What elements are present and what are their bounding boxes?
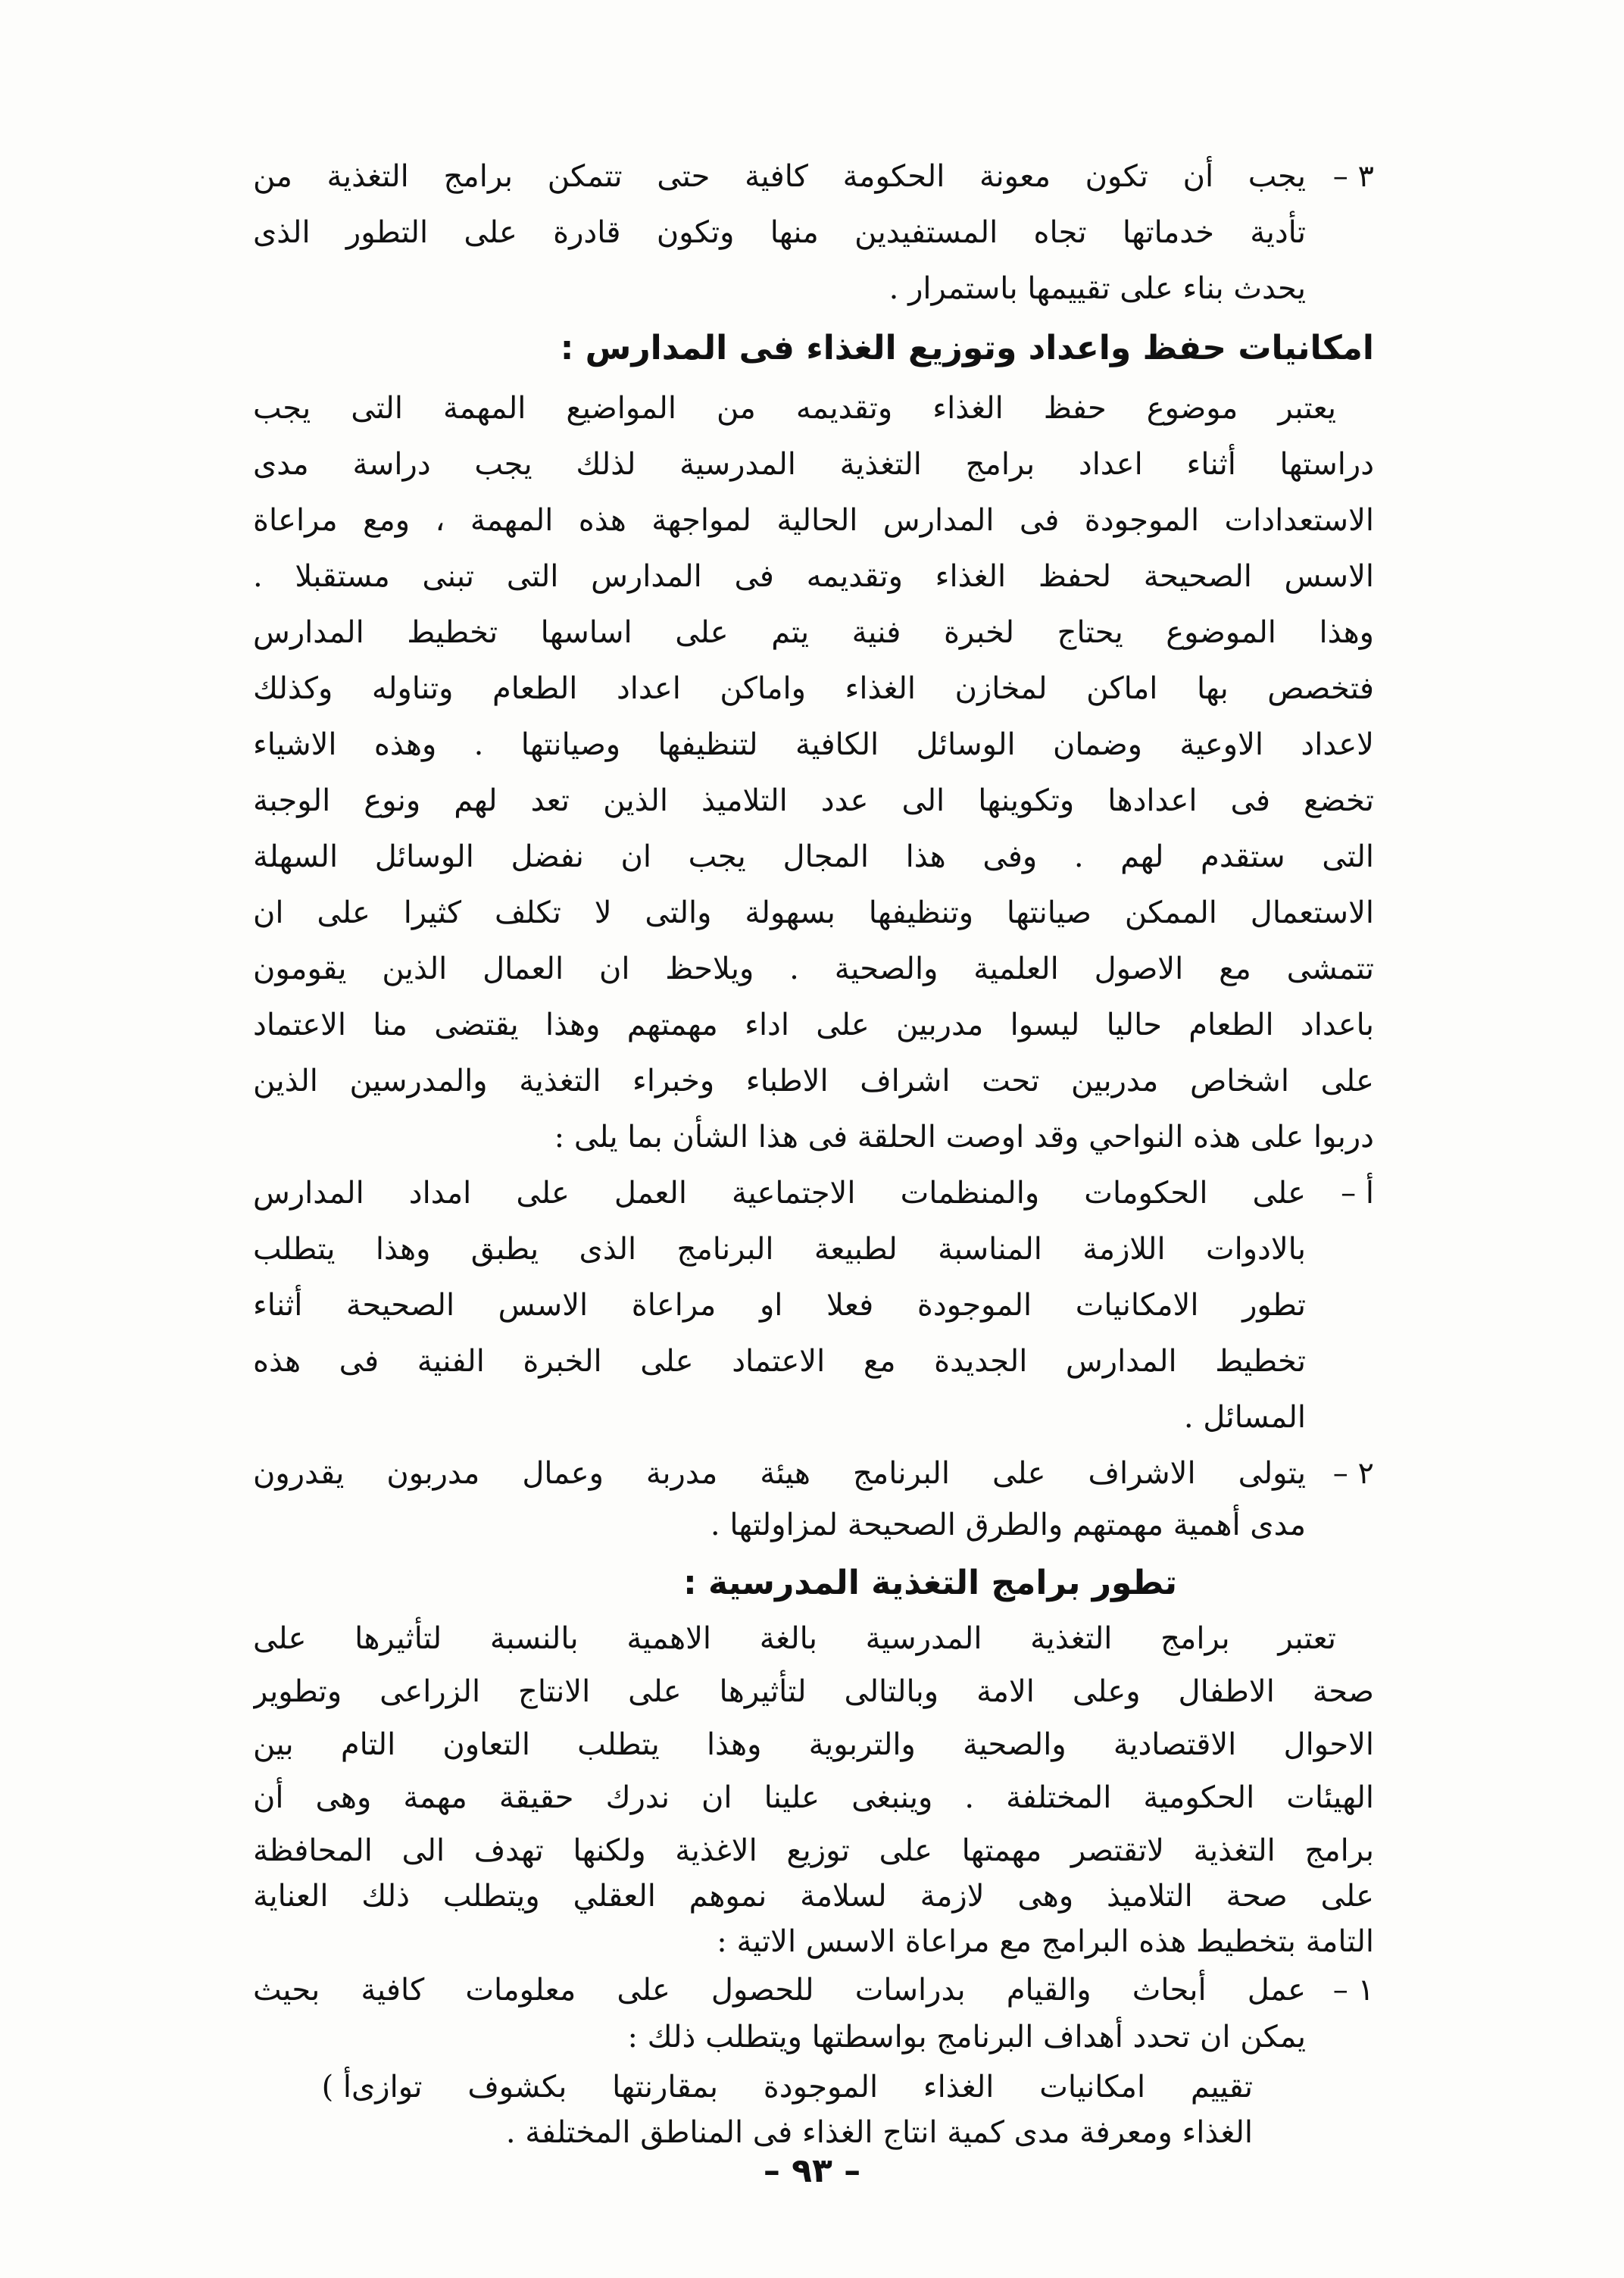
section-heading-program-development: تطور برامج التغذية المدرسية : bbox=[683, 1564, 1177, 1602]
paragraph-line: وهذا الموضوع يحتاج لخبرة فنية يتم على اساسها تخطيط المدارس bbox=[253, 615, 1374, 650]
item-a-line: على الحكومات والمنظمات الاجتماعية العمل على امداد المدارس bbox=[253, 1176, 1306, 1211]
paragraph-line: فتخصص بها اماكن لمخازن الغذاء واماكن اعداد الطعام وتناوله وكذلك bbox=[253, 671, 1374, 706]
paragraph-line: صحة الاطفال وعلى الامة وبالتالى لتأثيرها على الانتاج الزراعى وتطوير bbox=[253, 1674, 1374, 1709]
page-number: – ٩٣ – bbox=[763, 2151, 861, 2190]
item-2-line: يتولى الاشراف على البرنامج هيئة مدربة وعمال مدربون يقدرون bbox=[253, 1456, 1306, 1491]
paragraph-line: تعتبر برامج التغذية المدرسية بالغة الاهمية بالنسبة لتأثيرها على bbox=[253, 1621, 1336, 1656]
paragraph-line: تتمشى مع الاصول العلمية والصحية . ويلاحظ ان العمال الذين يقومون bbox=[253, 952, 1374, 986]
paragraph-line: تخضع فى اعدادها وتكوينها الى عدد التلاميذ الذين تعد لهم ونوع الوجبة bbox=[253, 783, 1374, 818]
paragraph-line: باعداد الطعام حاليا ليسوا مدربين على اداء مهمتهم وهذا يقتضى منا الاعتماد bbox=[253, 1008, 1374, 1042]
item-a-line: تطور الامكانيات الموجودة فعلا او مراعاة الاسس الصحيحة أثناء bbox=[253, 1288, 1306, 1323]
item-3-line: تأدية خدماتها تجاه المستفيدين منها وتكون قادرة على التطور الذى bbox=[253, 215, 1306, 250]
sub-a-line: تقييم امكانيات الغذاء الموجودة بمقارنتها بكشوف توازى bbox=[351, 2070, 1253, 2105]
sub-a-marker: أ ) bbox=[321, 2070, 351, 2105]
item-3-line: يحدث بناء على تقييمها باستمرار . bbox=[889, 271, 1306, 306]
paragraph-line: يعتبر موضوع حفظ الغذاء وتقديمه من المواضيع المهمة التى يجب bbox=[253, 391, 1336, 426]
item-3-marker: ٣ – bbox=[1332, 159, 1374, 194]
paragraph-line: على صحة التلاميذ وهى لازمة لسلامة نموهم العقلي ويتطلب ذلك العناية bbox=[253, 1879, 1374, 1914]
item-a-line: المسائل . bbox=[1183, 1400, 1306, 1435]
paragraph-line: الاستعدادات الموجودة فى المدارس الحالية لمواجهة هذه المهمة ، ومع مراعاة bbox=[253, 503, 1374, 538]
paragraph-line: الاسس الصحيحة لحفظ الغذاء وتقديمه فى المدارس التى تبنى مستقبلا . bbox=[253, 559, 1374, 594]
item-3-line: يجب أن تكون معونة الحكومة كافية حتى تتمكن برامج التغذية من bbox=[253, 159, 1306, 194]
item-1-line: يمكن ان تحدد أهداف البرنامج بواسطتها ويتطلب ذلك : bbox=[627, 2020, 1306, 2055]
sub-a-line: الغذاء ومعرفة مدى كمية انتاج الغذاء فى المناطق المختلفة . bbox=[505, 2115, 1253, 2150]
paragraph-line: الهيئات الحكومية المختلفة . وينبغى علينا ان ندرك حقيقة مهمة وهى أن bbox=[253, 1780, 1374, 1815]
item-2-line: مدى أهمية مهمتهم والطرق الصحيحة لمزاولتها . bbox=[710, 1508, 1306, 1542]
item-1-marker: ١ – bbox=[1332, 1973, 1374, 2008]
item-2-marker: ٢ – bbox=[1332, 1456, 1374, 1491]
paragraph-line: الاحوال الاقتصادية والصحية والتربوية وهذا يتطلب التعاون التام بين bbox=[253, 1727, 1374, 1762]
item-a-line: بالادوات اللازمة المناسبة لطبيعة البرنامج الذى يطبق وهذا يتطلب bbox=[253, 1232, 1306, 1267]
item-a-line: تخطيط المدارس الجديدة مع الاعتماد على الخبرة الفنية فى هذه bbox=[253, 1344, 1306, 1379]
paragraph-line: دربوا على هذه النواحي وقد اوصت الحلقة فى هذا الشأن بما يلى : bbox=[554, 1120, 1374, 1155]
paragraph-line: برامج التغذية لاتقتصر مهمتها على توزيع الاغذية ولكنها تهدف الى المحافظة bbox=[253, 1833, 1374, 1868]
paragraph-line: التامة بتخطيط هذه البرامج مع مراعاة الاسس الاتية : bbox=[717, 1924, 1374, 1959]
paragraph-line: دراستها أثناء اعداد برامج التغذية المدرسية لذلك يجب دراسة مدى bbox=[253, 447, 1374, 482]
paragraph-line: على اشخاص مدربين تحت اشراف الاطباء وخبراء التغذية والمدرسين الذين bbox=[253, 1064, 1374, 1098]
paragraph-line: التى ستقدم لهم . وفى هذا المجال يجب ان نفضل الوسائل السهلة bbox=[253, 839, 1374, 874]
paragraph-line: الاستعمال الممكن صيانتها وتنظيفها بسهولة والتى لا تكلف كثيرا على ان bbox=[253, 895, 1374, 930]
paragraph-line: لاعداد الاوعية وضمان الوسائل الكافية لتنظيفها وصيانتها . وهذه الاشياء bbox=[253, 727, 1374, 762]
item-a-marker: أ – bbox=[1341, 1176, 1374, 1211]
section-heading-food-storage: امكانيات حفظ واعداد وتوزيع الغذاء فى المدارس : bbox=[560, 329, 1374, 367]
item-1-line: عمل أبحاث والقيام بدراسات للحصول على معلومات كافية بحيث bbox=[253, 1973, 1306, 2008]
